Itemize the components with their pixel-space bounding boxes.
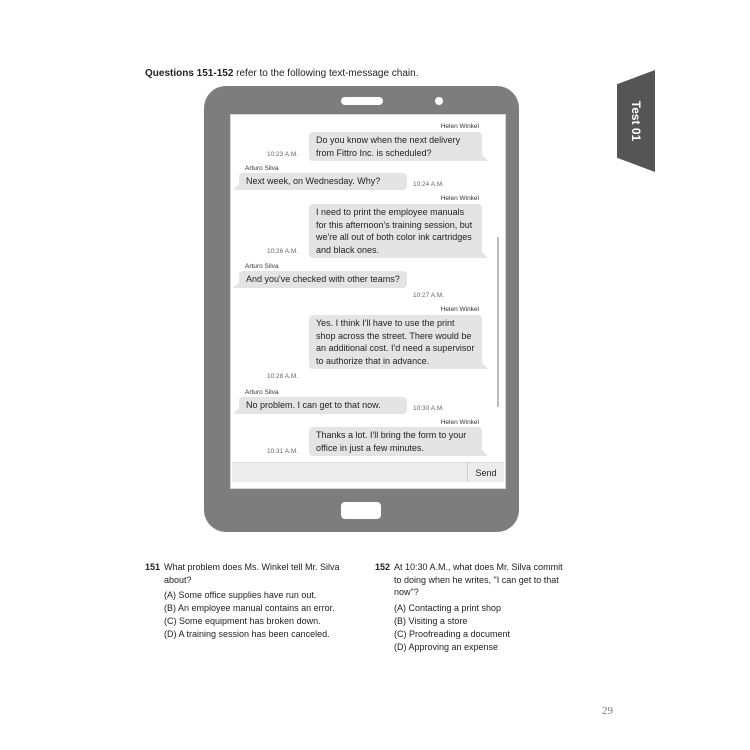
message-sender: Arturo Silva — [245, 389, 279, 396]
message-time: 10:27 A.M. — [413, 292, 445, 299]
message-time: 10:28 A.M. — [267, 373, 299, 380]
message-time: 10:24 A.M. — [413, 181, 445, 188]
message-sender: Helen Winkel — [440, 419, 479, 426]
answer-option[interactable]: (A) Contacting a print shop — [394, 603, 502, 613]
speaker-slot — [341, 97, 383, 105]
intro-text: refer to the following text-message chain. — [233, 68, 419, 79]
message-bubble: Next week, on Wednesday. Why? — [239, 173, 407, 190]
section-tab-label-wrap — [617, 70, 655, 172]
message-sender: Helen Winkel — [440, 306, 479, 313]
answer-option[interactable]: (D) A training session has been canceled. — [164, 629, 330, 639]
message-bubble: Yes. I think I'll have to use the print shop across the street. There would be an additional cost. I'd need a supervisor to authorize that in advance. — [309, 315, 482, 369]
message-sender: Arturo Silva — [245, 263, 279, 270]
answer-option[interactable]: (C) Proofreading a document — [394, 629, 511, 639]
chat-screen — [230, 114, 506, 489]
question-text: At 10:30 A.M., what does Mr. Silva commit to doing when he writes, "I can get to that now"? — [394, 562, 563, 598]
message-time: 10:23 A.M. — [267, 151, 299, 158]
answer-option[interactable]: (C) Some equipment has broken down. — [164, 616, 321, 626]
message-bubble: And you've checked with other teams? — [239, 271, 407, 288]
answer-option[interactable]: (B) Visiting a store — [394, 616, 468, 626]
question-number: 151 — [145, 562, 161, 572]
send-button[interactable]: Send — [467, 463, 504, 482]
question-number: 152 — [375, 562, 391, 572]
answer-option[interactable]: (D) Approving an expense — [394, 642, 499, 652]
scrollbar[interactable] — [497, 237, 499, 407]
questions-intro — [145, 68, 418, 79]
message-bubble: Thanks a lot. I'll bring the form to your office in just a few minutes. — [309, 427, 482, 456]
message-time: 10:30 A.M. — [413, 405, 445, 412]
message-input[interactable] — [232, 462, 504, 482]
message-sender: Arturo Silva — [245, 165, 279, 172]
message-sender: Helen Winkel — [440, 123, 479, 130]
message-bubble: No problem. I can get to that now. — [239, 397, 407, 414]
message-sender: Helen Winkel — [440, 195, 479, 202]
question-range: Questions 151-152 — [145, 68, 234, 79]
answer-option[interactable]: (B) An employee manual contains an error. — [164, 603, 335, 613]
tablet-device — [204, 86, 519, 532]
message-bubble: I need to print the employee manuals for this afternoon's training session, but we're all out of both color ink cartridges and black ones. — [309, 204, 482, 258]
section-tab-label: Test 01 — [629, 100, 643, 142]
message-bubble: Do you know when the next delivery from Fittro Inc. is scheduled? — [309, 132, 482, 161]
camera-dot — [435, 97, 443, 105]
home-button[interactable] — [341, 502, 381, 519]
page-number: 29 — [602, 705, 613, 717]
message-time: 10:26 A.M. — [267, 248, 299, 255]
message-time: 10:31 A.M. — [267, 448, 299, 455]
answer-option[interactable]: (A) Some office supplies have run out. — [164, 590, 317, 600]
question-text: What problem does Ms. Winkel tell Mr. Silva about? — [164, 562, 340, 585]
